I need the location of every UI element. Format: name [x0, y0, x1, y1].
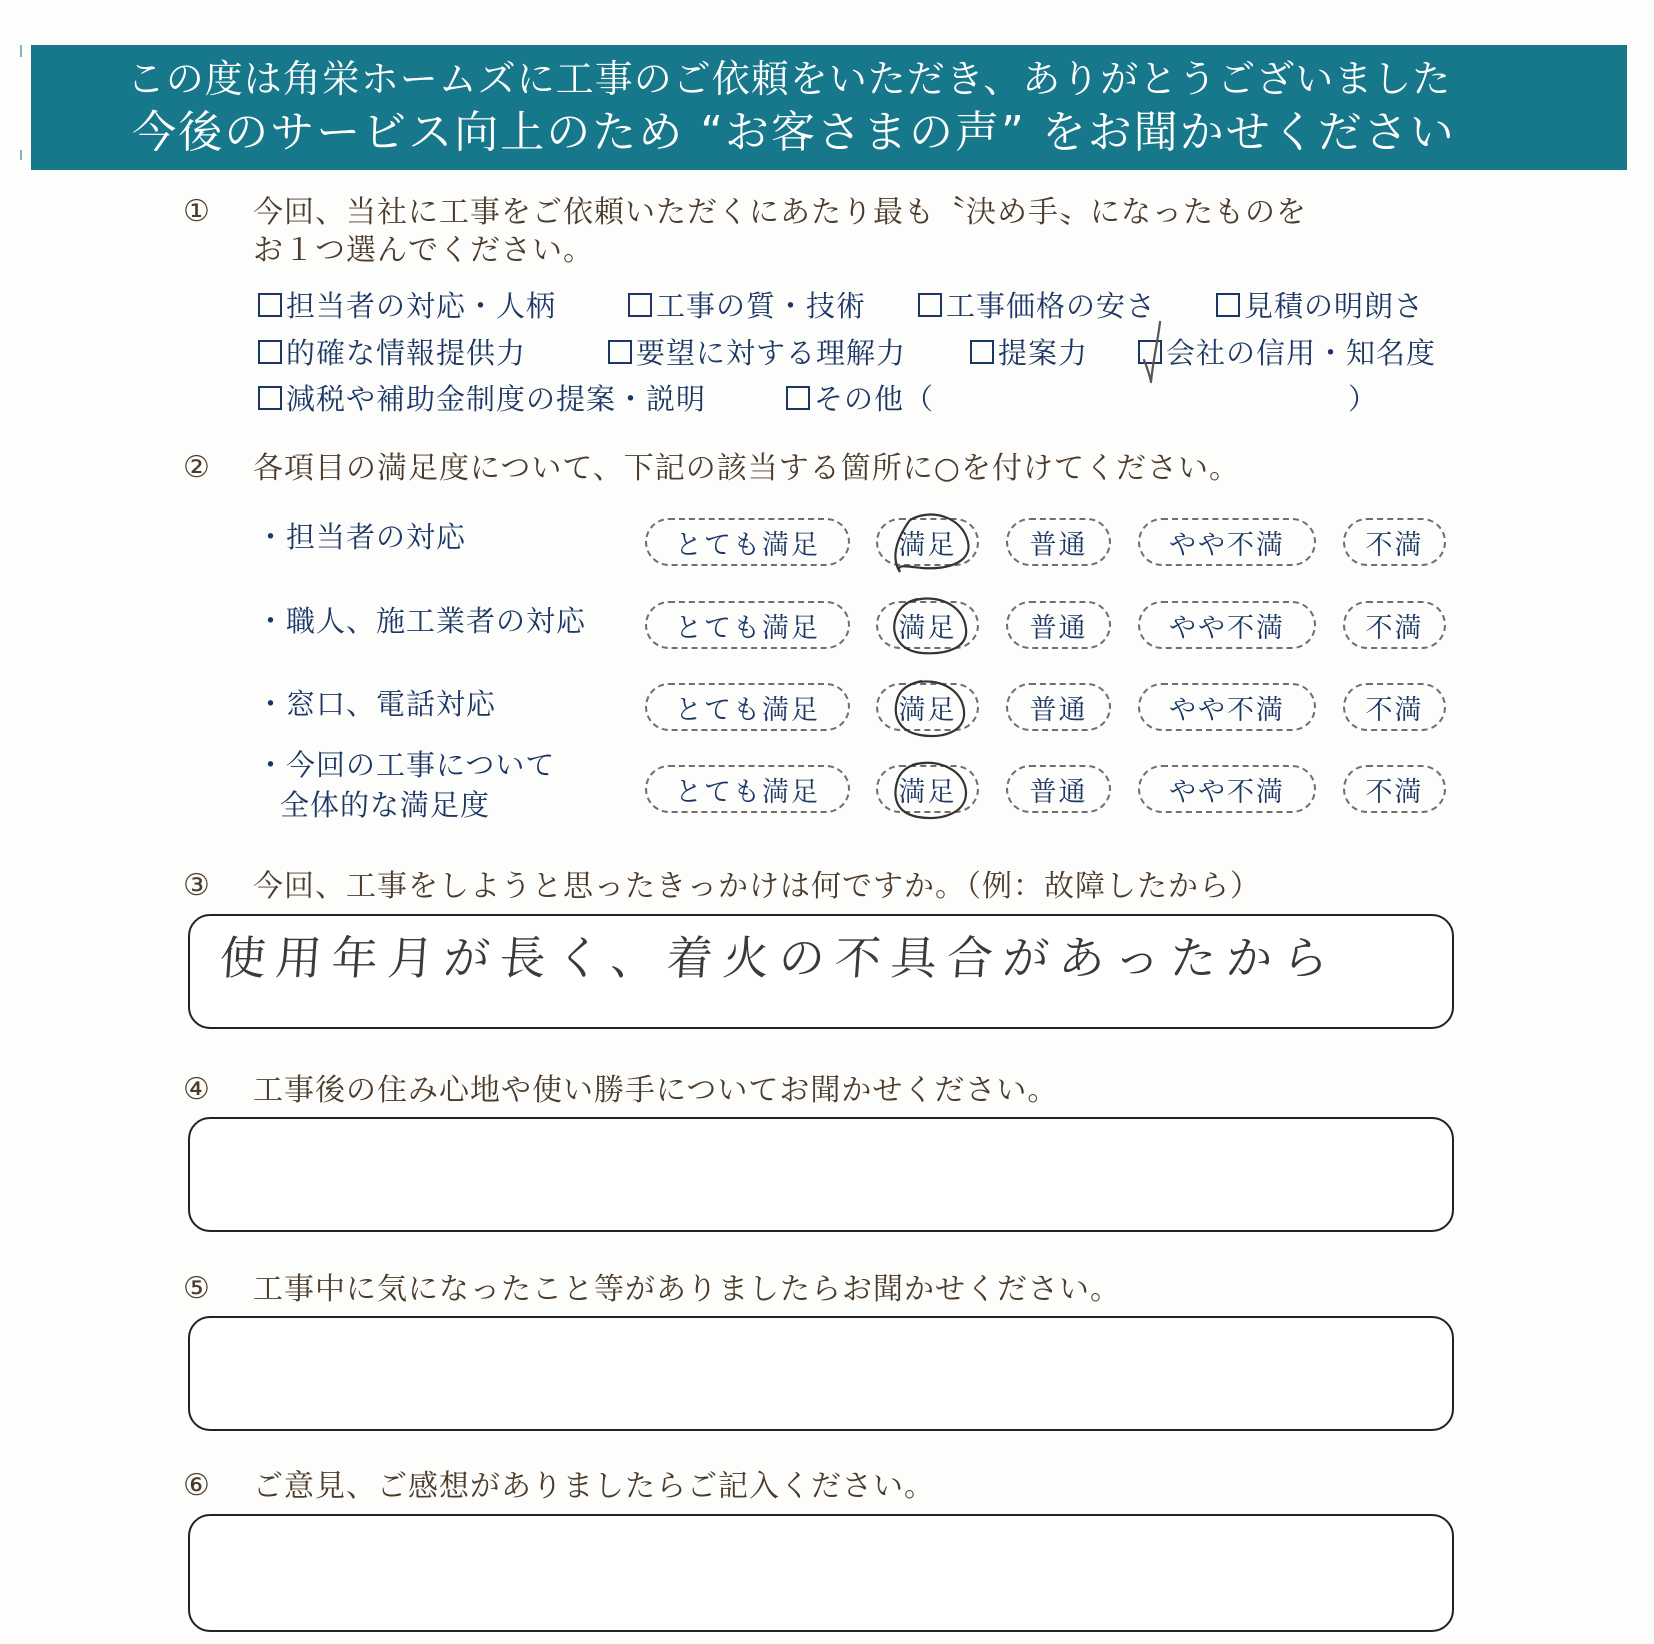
rating-dissatisfied[interactable]: 不満 — [1343, 601, 1446, 649]
rating-satisfied-selected[interactable]: 満足 — [876, 601, 979, 649]
header-banner — [31, 45, 1627, 170]
checkbox[interactable] — [258, 293, 282, 317]
rating-somewhat-dissatisfied[interactable]: やや不満 — [1138, 518, 1316, 566]
rating-neutral[interactable]: 普通 — [1006, 601, 1111, 649]
q6-answer-box[interactable] — [188, 1514, 1454, 1632]
rating-somewhat-dissatisfied[interactable]: やや不満 — [1138, 683, 1316, 731]
option-understanding[interactable]: 要望に対する理解力 — [608, 331, 906, 372]
checkbox[interactable] — [970, 340, 994, 364]
rating-somewhat-dissatisfied[interactable]: やや不満 — [1138, 765, 1316, 813]
rating-satisfied-selected[interactable]: 満足 — [876, 765, 979, 813]
option-other-close-paren: ） — [1348, 382, 1379, 416]
rating-somewhat-dissatisfied[interactable]: やや不満 — [1138, 601, 1316, 649]
handwritten-answer: 使用年月が長く、着火の不具合があったから — [217, 931, 1341, 985]
question-1 — [183, 194, 1307, 270]
question-4 — [183, 1072, 1058, 1110]
question-text: 各項目の満足度について、下記の該当する箇所に○を付けてください。 — [253, 451, 1240, 486]
option-tax-subsidy[interactable]: 減税や補助金制度の提案・説明 — [258, 377, 706, 418]
rating-very-satisfied[interactable]: とても満足 — [645, 518, 850, 566]
option-proposal[interactable]: 提案力 — [970, 331, 1088, 372]
question-2 — [183, 450, 1240, 488]
option-low-price[interactable]: 工事価格の安さ — [918, 284, 1156, 325]
scan-edge-mark — [20, 150, 22, 160]
q3-answer-box[interactable] — [188, 914, 1454, 1029]
question-5 — [183, 1271, 1121, 1309]
q4-answer-box[interactable] — [188, 1117, 1454, 1232]
rating-very-satisfied[interactable]: とても満足 — [645, 765, 850, 813]
scan-edge-mark — [20, 45, 22, 57]
checkbox[interactable] — [258, 386, 282, 410]
question-text: 工事中に気になったこと等がありましたらお聞かせください。 — [253, 1272, 1121, 1307]
question-text: 今回、工事をしようと思ったきっかけは何ですか。（例：故障したから） — [253, 869, 1261, 904]
rating-label: ・担当者の対応 — [256, 520, 467, 554]
banner-thanks: この度は角栄ホームズに工事のご依頼をいただき、ありがとうございました — [126, 56, 1452, 101]
handwritten-check-icon — [1136, 320, 1176, 390]
checkbox[interactable] — [258, 340, 282, 364]
checkbox[interactable] — [628, 293, 652, 317]
option-work-quality[interactable]: 工事の質・技術 — [628, 284, 866, 325]
rating-label-line2: 全体的な満足度 — [280, 788, 491, 822]
rating-neutral[interactable]: 普通 — [1006, 765, 1111, 813]
question-3 — [183, 868, 1261, 906]
checkbox[interactable] — [786, 386, 810, 410]
rating-label: ・職人、施工業者の対応 — [256, 604, 587, 638]
option-other[interactable]: その他（ — [786, 377, 934, 418]
banner-request: 今後のサービス向上のため “お客さまの声” をお聞かせください — [132, 106, 1456, 158]
rating-dissatisfied[interactable]: 不満 — [1343, 518, 1446, 566]
question-number: ① — [183, 194, 211, 229]
rating-very-satisfied[interactable]: とても満足 — [645, 601, 850, 649]
rating-satisfied-selected[interactable]: 満足 — [876, 683, 979, 731]
question-text: ご意見、ご感想がありましたらご記入ください。 — [253, 1469, 935, 1504]
rating-neutral[interactable]: 普通 — [1006, 518, 1111, 566]
question-text-line2: お１つ選んでください。 — [253, 233, 594, 268]
question-number: ⑥ — [183, 1468, 211, 1503]
rating-label: ・窓口、電話対応 — [256, 687, 497, 721]
question-number: ④ — [183, 1072, 211, 1107]
checkbox[interactable] — [918, 293, 942, 317]
option-clear-estimate[interactable]: 見積の明朗さ — [1216, 284, 1424, 325]
checkbox[interactable] — [1216, 293, 1240, 317]
rating-satisfied-selected[interactable]: 満足 — [876, 518, 979, 566]
checkbox-checked[interactable] — [1138, 340, 1162, 364]
rating-very-satisfied[interactable]: とても満足 — [645, 683, 850, 731]
question-number: ② — [183, 450, 211, 485]
rating-neutral[interactable]: 普通 — [1006, 683, 1111, 731]
option-company-trust[interactable]: 会社の信用・知名度 — [1138, 331, 1436, 372]
checkbox[interactable] — [608, 340, 632, 364]
question-text-line1: 今回、当社に工事をご依頼いただくにあたり最も〝決め手〟になったものを — [253, 195, 1307, 230]
q5-answer-box[interactable] — [188, 1316, 1454, 1431]
rating-label-line1: ・今回の工事について — [256, 748, 556, 782]
question-number: ⑤ — [183, 1271, 211, 1306]
question-number: ③ — [183, 868, 211, 903]
option-staff-attitude[interactable]: 担当者の対応・人柄 — [258, 284, 556, 325]
question-6 — [183, 1468, 935, 1506]
question-text: 工事後の住み心地や使い勝手についてお聞かせください。 — [253, 1073, 1059, 1108]
rating-dissatisfied[interactable]: 不満 — [1343, 765, 1446, 813]
option-accurate-info[interactable]: 的確な情報提供力 — [258, 331, 526, 372]
rating-dissatisfied[interactable]: 不満 — [1343, 683, 1446, 731]
